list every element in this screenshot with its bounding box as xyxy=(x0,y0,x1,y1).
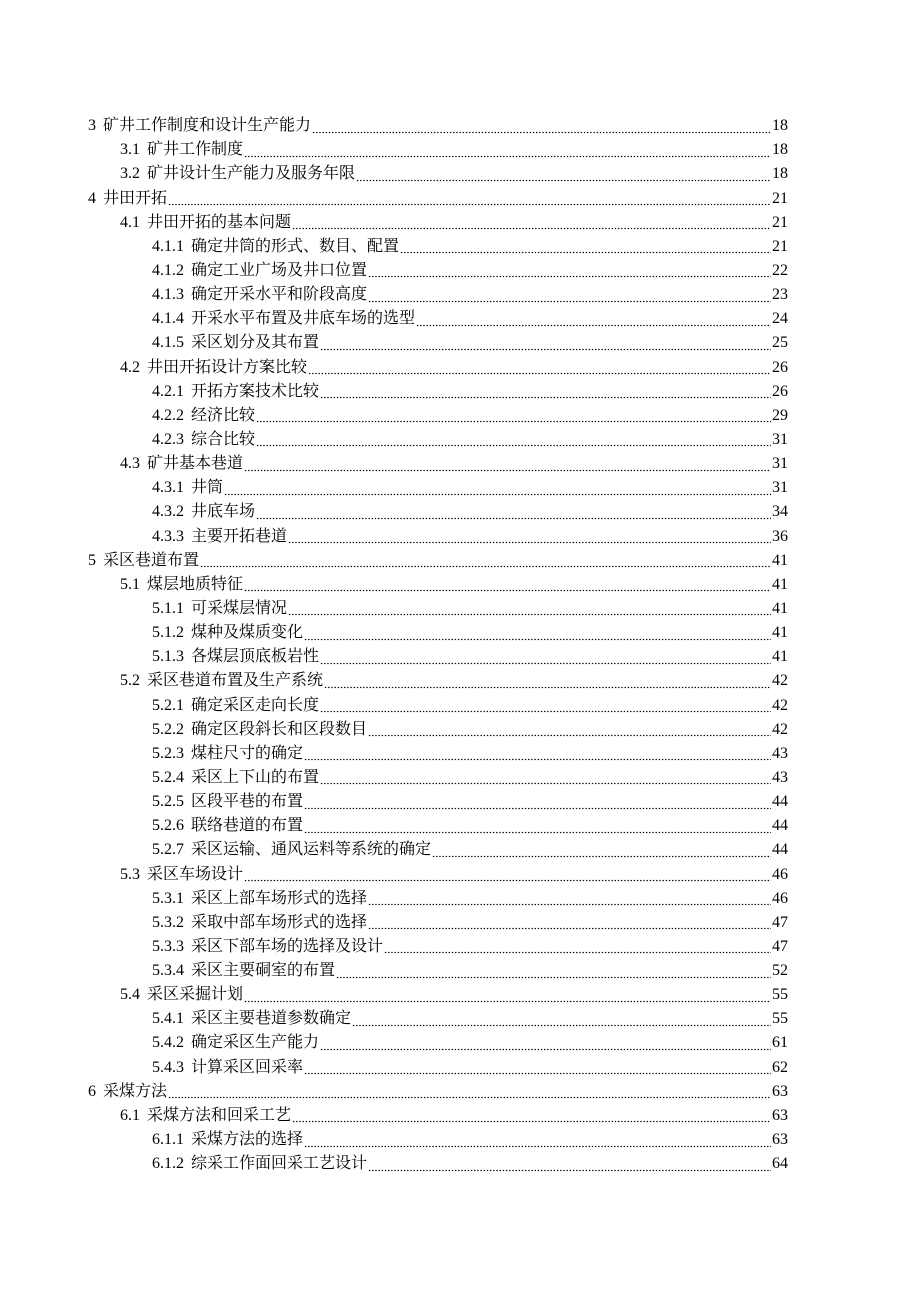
toc-entry[interactable] xyxy=(88,764,788,788)
toc-entry-title: 井田开拓的基本问题 xyxy=(147,213,292,231)
toc-entry-page-number: 34 xyxy=(772,503,788,521)
toc-entry-number: 4.3.3 xyxy=(152,527,184,545)
toc-entry[interactable] xyxy=(88,836,788,860)
toc-entry-page-number: 55 xyxy=(772,1010,788,1028)
toc-entry-title: 井筒 xyxy=(191,479,224,497)
toc-entry[interactable] xyxy=(88,498,788,522)
toc-dot-leader xyxy=(304,623,771,643)
toc-entry-title: 采区下部车场的选择及设计 xyxy=(191,937,384,955)
toc-entry[interactable] xyxy=(88,1102,788,1126)
toc-entry-page-number: 47 xyxy=(772,913,788,931)
toc-entry-title: 确定区段斜长和区段数目 xyxy=(191,720,368,738)
toc-entry-page-number: 31 xyxy=(772,455,788,473)
toc-entry-page-number: 41 xyxy=(772,624,788,642)
toc-dot-leader xyxy=(292,213,771,233)
toc-dot-leader xyxy=(304,1130,771,1150)
toc-dot-leader xyxy=(312,116,771,136)
toc-entry[interactable] xyxy=(88,160,788,184)
toc-entry-page-number: 64 xyxy=(772,1155,788,1173)
toc-entry-title: 开拓方案技术比较 xyxy=(191,382,320,400)
toc-entry-number: 5.3.3 xyxy=(152,937,184,955)
toc-entry-number: 4.3.2 xyxy=(152,503,184,521)
toc-entry[interactable] xyxy=(88,619,788,643)
toc-entry-page-number: 18 xyxy=(772,141,788,159)
toc-entry-title: 综合比较 xyxy=(191,430,256,448)
toc-dot-leader xyxy=(288,527,771,547)
toc-entry-title: 采煤方法的选择 xyxy=(191,1131,304,1149)
toc-entry-page-number: 46 xyxy=(772,889,788,907)
toc-entry-title: 采区划分及其布置 xyxy=(191,334,320,352)
toc-entry-number: 4.3.1 xyxy=(152,479,184,497)
toc-entry[interactable] xyxy=(88,643,788,667)
toc-entry-number: 5.1.2 xyxy=(152,624,184,642)
toc-entry[interactable] xyxy=(88,1150,788,1174)
toc-entry-page-number: 41 xyxy=(772,599,788,617)
toc-entry-page-number: 42 xyxy=(772,672,788,690)
toc-entry-number: 5.1.3 xyxy=(152,648,184,666)
toc-entry[interactable] xyxy=(88,1029,788,1053)
toc-entry[interactable] xyxy=(88,1005,788,1029)
toc-entry-title: 采区上部车场形式的选择 xyxy=(191,889,368,907)
toc-entry-page-number: 62 xyxy=(772,1058,788,1076)
toc-entry-page-number: 22 xyxy=(772,261,788,279)
toc-dot-leader xyxy=(304,1058,771,1078)
toc-entry-page-number: 18 xyxy=(772,117,788,135)
toc-dot-leader xyxy=(308,358,771,378)
toc-entry-page-number: 52 xyxy=(772,962,788,980)
toc-entry-page-number: 41 xyxy=(772,551,788,569)
toc-entry-page-number: 24 xyxy=(772,310,788,328)
toc-entry-title: 采煤方法 xyxy=(103,1082,168,1100)
toc-entry-title: 确定采区生产能力 xyxy=(191,1034,320,1052)
toc-entry-page-number: 43 xyxy=(772,744,788,762)
toc-entry-page-number: 47 xyxy=(772,937,788,955)
toc-entry-number: 5.1.1 xyxy=(152,599,184,617)
toc-entry[interactable] xyxy=(88,474,788,498)
toc-entry-number: 4.1.4 xyxy=(152,310,184,328)
toc-entry-title: 确定井筒的形式、数目、配置 xyxy=(191,237,400,255)
toc-entry[interactable] xyxy=(88,257,788,281)
toc-dot-leader xyxy=(256,502,771,522)
toc-entry-number: 6 xyxy=(88,1082,96,1100)
toc-entry-page-number: 41 xyxy=(772,575,788,593)
toc-dot-leader xyxy=(352,1009,771,1029)
toc-entry[interactable] xyxy=(88,184,788,208)
toc-entry[interactable] xyxy=(88,716,788,740)
toc-entry-page-number: 63 xyxy=(772,1131,788,1149)
toc-entry-number: 6.1.1 xyxy=(152,1131,184,1149)
toc-dot-leader xyxy=(288,599,771,619)
toc-dot-leader xyxy=(320,696,771,716)
toc-entry-number: 5.2.4 xyxy=(152,768,184,786)
toc-entry-number: 5.4.1 xyxy=(152,1010,184,1028)
toc-entry-number: 4.1.2 xyxy=(152,261,184,279)
toc-dot-leader xyxy=(368,1154,771,1174)
toc-entry-title: 采取中部车场形式的选择 xyxy=(191,913,368,931)
toc-entry-title: 主要开拓巷道 xyxy=(191,527,288,545)
toc-dot-leader xyxy=(224,478,771,498)
toc-entry-title: 联络巷道的布置 xyxy=(191,817,304,835)
toc-entry-title: 确定工业广场及井口位置 xyxy=(191,261,368,279)
toc-entry-title: 计算采区回采率 xyxy=(191,1058,304,1076)
toc-entry-page-number: 31 xyxy=(772,430,788,448)
toc-entry-title: 采区采掘计划 xyxy=(147,986,244,1004)
toc-entry-number: 5.2.2 xyxy=(152,720,184,738)
toc-entry[interactable] xyxy=(88,860,788,884)
toc-entry-number: 4.2.2 xyxy=(152,406,184,424)
toc-dot-leader xyxy=(432,840,771,860)
toc-entry[interactable] xyxy=(88,885,788,909)
toc-dot-leader xyxy=(336,961,771,981)
toc-entry-number: 6.1 xyxy=(120,1106,140,1124)
toc-entry-number: 3.1 xyxy=(120,141,140,159)
toc-entry-page-number: 61 xyxy=(772,1034,788,1052)
toc-entry-number: 5.4.2 xyxy=(152,1034,184,1052)
toc-entry-title: 煤种及煤质变化 xyxy=(191,624,304,642)
toc-dot-leader xyxy=(368,261,771,281)
toc-dot-leader xyxy=(256,406,771,426)
toc-entry[interactable] xyxy=(88,281,788,305)
toc-entry-title: 可采煤层情况 xyxy=(191,599,288,617)
toc-entry-number: 5.2.6 xyxy=(152,817,184,835)
toc-entry-page-number: 26 xyxy=(772,382,788,400)
toc-entry-title: 井田开拓设计方案比较 xyxy=(147,358,308,376)
toc-entry-page-number: 21 xyxy=(772,237,788,255)
toc-entry-title: 开采水平布置及井底车场的选型 xyxy=(191,310,416,328)
toc-entry-number: 4.1.3 xyxy=(152,286,184,304)
toc-entry[interactable] xyxy=(88,305,788,329)
toc-entry[interactable] xyxy=(88,571,788,595)
toc-dot-leader xyxy=(292,1106,771,1126)
toc-entry-number: 5.2.3 xyxy=(152,744,184,762)
toc-entry-page-number: 42 xyxy=(772,696,788,714)
toc-entry-title: 各煤层顶底板岩性 xyxy=(191,648,320,666)
toc-entry-number: 5.3.4 xyxy=(152,962,184,980)
toc-entry[interactable] xyxy=(88,522,788,546)
toc-entry-number: 3.2 xyxy=(120,165,140,183)
toc-entry-title: 采区主要硐室的布置 xyxy=(191,962,336,980)
toc-entry[interactable] xyxy=(88,353,788,377)
toc-entry[interactable] xyxy=(88,136,788,160)
toc-entry[interactable] xyxy=(88,402,788,426)
toc-dot-leader xyxy=(384,937,771,957)
toc-entry-page-number: 25 xyxy=(772,334,788,352)
toc-entry-page-number: 18 xyxy=(772,165,788,183)
toc-entry-title: 经济比较 xyxy=(191,406,256,424)
toc-entry-page-number: 36 xyxy=(772,527,788,545)
toc-entry-page-number: 23 xyxy=(772,286,788,304)
toc-entry-number: 5.4.3 xyxy=(152,1058,184,1076)
toc-dot-leader xyxy=(320,647,771,667)
toc-entry-number: 5.2.7 xyxy=(152,841,184,859)
toc-entry-number: 5.4 xyxy=(120,986,140,1004)
toc-entry-page-number: 63 xyxy=(772,1082,788,1100)
toc-entry-number: 3 xyxy=(88,117,96,135)
toc-entry[interactable] xyxy=(88,691,788,715)
toc-dot-leader xyxy=(400,237,771,257)
toc-dot-leader xyxy=(304,816,771,836)
toc-entry[interactable] xyxy=(88,595,788,619)
toc-dot-leader xyxy=(256,430,771,450)
toc-entry-page-number: 21 xyxy=(772,189,788,207)
toc-entry-page-number: 26 xyxy=(772,358,788,376)
toc-entry-number: 5.1 xyxy=(120,575,140,593)
toc-dot-leader xyxy=(244,865,771,885)
toc-dot-leader xyxy=(356,164,771,184)
toc-entry[interactable] xyxy=(88,450,788,474)
toc-entry[interactable] xyxy=(88,812,788,836)
toc-entry-page-number: 44 xyxy=(772,793,788,811)
toc-entry-number: 4.3 xyxy=(120,455,140,473)
toc-entry-page-number: 46 xyxy=(772,865,788,883)
toc-entry-number: 4.1.5 xyxy=(152,334,184,352)
toc-dot-leader xyxy=(324,671,771,691)
toc-entry[interactable] xyxy=(88,740,788,764)
toc-entry-page-number: 42 xyxy=(772,720,788,738)
toc-dot-leader xyxy=(244,575,771,595)
toc-entry-number: 5.2.5 xyxy=(152,793,184,811)
toc-dot-leader xyxy=(304,792,771,812)
toc-entry-page-number: 31 xyxy=(772,479,788,497)
toc-dot-leader xyxy=(304,744,771,764)
toc-entry-number: 6.1.2 xyxy=(152,1155,184,1173)
toc-entry-number: 5 xyxy=(88,551,96,569)
toc-entry-title: 采区巷道布置及生产系统 xyxy=(147,672,324,690)
toc-entry[interactable] xyxy=(88,1126,788,1150)
toc-entry[interactable] xyxy=(88,329,788,353)
toc-entry-title: 煤柱尺寸的确定 xyxy=(191,744,304,762)
toc-dot-leader xyxy=(368,720,771,740)
toc-dot-leader xyxy=(320,382,771,402)
toc-entry[interactable] xyxy=(88,378,788,402)
toc-entry-number: 5.2 xyxy=(120,672,140,690)
toc-entry-title: 确定采区走向长度 xyxy=(191,696,320,714)
toc-dot-leader xyxy=(244,985,771,1005)
toc-entry[interactable] xyxy=(88,909,788,933)
toc-entry[interactable] xyxy=(88,981,788,1005)
toc-dot-leader xyxy=(244,454,771,474)
toc-entry-title: 矿井基本巷道 xyxy=(147,455,244,473)
toc-entry-title: 采区主要巷道参数确定 xyxy=(191,1010,352,1028)
toc-entry[interactable] xyxy=(88,933,788,957)
toc-entry[interactable] xyxy=(88,426,788,450)
toc-entry-number: 4.2.3 xyxy=(152,430,184,448)
toc-entry[interactable] xyxy=(88,112,788,136)
toc-entry-page-number: 43 xyxy=(772,768,788,786)
toc-dot-leader xyxy=(416,309,771,329)
toc-entry-title: 采区上下山的布置 xyxy=(191,768,320,786)
toc-dot-leader xyxy=(320,768,771,788)
toc-entry-title: 综采工作面回采工艺设计 xyxy=(191,1155,368,1173)
toc-dot-leader xyxy=(168,189,771,209)
toc-entry-number: 5.3.1 xyxy=(152,889,184,907)
toc-entry[interactable] xyxy=(88,667,788,691)
toc-entry[interactable] xyxy=(88,1053,788,1077)
toc-entry-title: 采煤方法和回采工艺 xyxy=(147,1106,292,1124)
toc-dot-leader xyxy=(200,551,771,571)
toc-entry-title: 确定开采水平和阶段高度 xyxy=(191,286,368,304)
toc-entry-title: 井底车场 xyxy=(191,503,256,521)
toc-dot-leader xyxy=(368,285,771,305)
toc-entry-page-number: 21 xyxy=(772,213,788,231)
toc-entry[interactable] xyxy=(88,547,788,571)
toc-entry-title: 煤层地质特征 xyxy=(147,575,244,593)
toc-dot-leader xyxy=(168,1082,771,1102)
toc-entry-title: 井田开拓 xyxy=(103,189,168,207)
toc-dot-leader xyxy=(244,140,771,160)
toc-entry-title: 采区车场设计 xyxy=(147,865,244,883)
toc-entry-title: 采区运输、通风运料等系统的确定 xyxy=(191,841,432,859)
toc-dot-leader xyxy=(320,1033,771,1053)
toc-entry-number: 4.2.1 xyxy=(152,382,184,400)
toc-entry[interactable] xyxy=(88,233,788,257)
toc-entry-page-number: 41 xyxy=(772,648,788,666)
toc-entry-page-number: 55 xyxy=(772,986,788,1004)
toc-entry-title: 区段平巷的布置 xyxy=(191,793,304,811)
toc-entry[interactable] xyxy=(88,1078,788,1102)
toc-entry-number: 4.1.1 xyxy=(152,237,184,255)
toc-dot-leader xyxy=(368,913,771,933)
toc-entry-page-number: 63 xyxy=(772,1106,788,1124)
table-of-contents xyxy=(88,112,788,1174)
toc-entry-number: 5.3 xyxy=(120,865,140,883)
toc-entry[interactable] xyxy=(88,957,788,981)
toc-entry-number: 4 xyxy=(88,189,96,207)
toc-entry[interactable] xyxy=(88,209,788,233)
toc-entry-title: 矿井工作制度和设计生产能力 xyxy=(103,117,312,135)
toc-entry-number: 4.1 xyxy=(120,213,140,231)
toc-entry-title: 矿井工作制度 xyxy=(147,141,244,159)
toc-entry-page-number: 44 xyxy=(772,841,788,859)
toc-entry-number: 5.2.1 xyxy=(152,696,184,714)
toc-entry[interactable] xyxy=(88,788,788,812)
toc-entry-number: 4.2 xyxy=(120,358,140,376)
toc-entry-number: 5.3.2 xyxy=(152,913,184,931)
toc-entry-page-number: 44 xyxy=(772,817,788,835)
toc-entry-title: 矿井设计生产能力及服务年限 xyxy=(147,165,356,183)
toc-dot-leader xyxy=(320,333,771,353)
toc-dot-leader xyxy=(368,889,771,909)
toc-entry-page-number: 29 xyxy=(772,406,788,424)
toc-entry-title: 采区巷道布置 xyxy=(103,551,200,569)
